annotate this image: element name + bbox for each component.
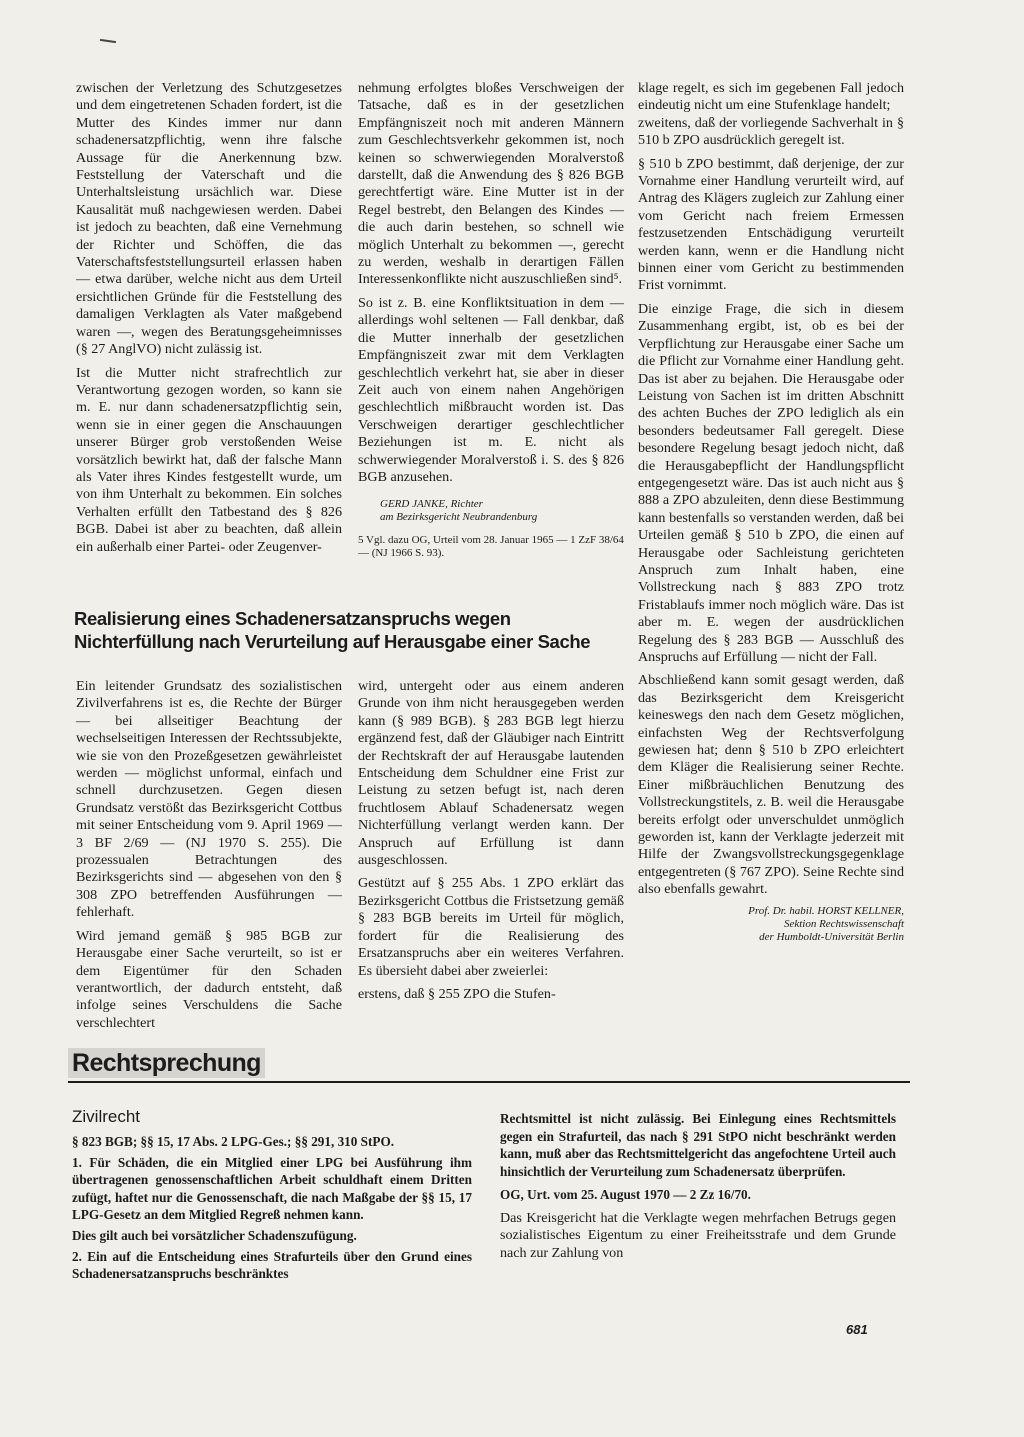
leitsatz-left-column	[72, 1133, 472, 1286]
scan-mark	[100, 39, 116, 43]
article1-column-1	[76, 80, 342, 562]
leitsatz-right-column	[500, 1110, 896, 1268]
footnote: 5 Vgl. dazu OG, Urteil vom 28. Januar 1965 — 1 ZzF 38/64 — (NJ 1966 S. 93).	[358, 534, 624, 560]
author-name: GERD JANKE, Richter	[380, 498, 483, 511]
page-number: 681	[846, 1322, 868, 1337]
paragraph: Abschließend kann somit gesagt werden, daß das Bezirksgericht dem Kreisgericht keineswegs den nach dem Gesetz möglichen, einfachsten Weg der Rechtsverfolgung gewiesen hat; denn § 510 b ZPO erleichtert dem Kläger die Realisierung seiner Rechte. Einer mißbräuchlichen Benutzung des Vollstreckungstitels, z. B. weil die Herausgabe bereits erfolgt oder unverschuldet unmöglich geworden ist, kann der Verklagte jederzeit mit Hilfe der Zwangsvollstreckungsgegenklage entgegentreten (§ 767 ZPO). Seine Rechte sind also ebenfalls gewahrt.	[638, 672, 904, 898]
article2-column-1	[76, 678, 342, 1038]
subheading: Zivilrecht	[72, 1107, 141, 1126]
paragraph: Gestützt auf § 255 Abs. 1 ZPO erklärt das Bezirksgericht Cottbus die Fristsetzung gemäß § 283 BGB bereits im Urteil für möglich, fordert für die Realisierung des Ersatzanspruchs aber ein weiteres Verfahren. Es übersieht dabei aber zweierlei:	[358, 875, 624, 979]
paragraph: wird, untergeht oder aus einem anderen Grunde von ihm nicht herausgegeben werden kann (§ 989 BGB). § 283 BGB legt hierzu ergänzend fest, daß der Gläubiger nach Eintritt der Rechtskraft der auf Herausgabe lautenden Entscheidung dem Schuldner eine Frist zur Leistung zu setzen befugt ist, nach deren fruchtlosem Ablauf Schadenersatz wegen Nichterfüllung verlangt werden kann. Der Anspruch auf Erfüllung ist dann ausgeschlossen.	[358, 678, 624, 869]
paragraph: Das Kreisgericht hat die Verklagte wegen mehrfachen Betrugs gegen sozialistisches Eigentum zu einer Freiheitsstrafe und dem Grunde nach zur Zahlung von	[500, 1209, 896, 1261]
author-affiliation: Sektion Rechtswissenschaft	[783, 917, 904, 930]
paragraph: zweitens, daß der vorliegende Sachverhalt in § 510 b ZPO ausdrücklich geregelt ist.	[638, 114, 904, 149]
legal-norms: § 823 BGB; §§ 15, 17 Abs. 2 LPG-Ges.; §§ 291, 310 StPO.	[72, 1134, 395, 1149]
paragraph: erstens, daß § 255 ZPO die Stufen-	[358, 985, 556, 1002]
article-heading: Realisierung eines Schadenersatzanspruchs wegen Nichterfüllung nach Verurteilung auf Herausgabe einer Sache	[74, 608, 591, 652]
paragraph: So ist z. B. eine Konfliktsituation in dem — allerdings wohl seltenen — Fall denkbar, daß die Mutter innerhalb der gesetzlichen Empfängniszeit zwar mit dem Verklagten geschlechtlich verkehrt hat, sie aber in dieser Zeit auch von einem nahen Angehörigen geschlechtlich mißbraucht worden ist. Das Verschweigen derartiger geschlechtlicher Beziehungen ist m. E. nicht als schwerwiegender Moralverstoß i. S. des § 826 BGB anzusehen.	[358, 294, 624, 485]
article2-column-2	[358, 678, 624, 1009]
section-title: Rechtsprechung	[68, 1048, 265, 1078]
decision-reference: OG, Urt. vom 25. August 1970 — 2 Zz 16/70.	[500, 1187, 751, 1203]
paragraph: Ist die Mutter nicht strafrechtlich zur Verantwortung gezogen worden, so kann sie m. E. nur dann schadenersatzpflichtig sein, wenn sie in einer gegen die Anschauungen unserer Bürger grob verstoßenden Weise vorsätzlich bewirkt hat, daß der falsche Mann als Vater ihres Kindes festgestellt wurde, um von ihm Unterhalt zu bekommen. Ein solches Verhalten erfüllt den Tatbestand des § 826 BGB. Dabei ist aber zu beachten, daß allein ein außerhalb einer Partei- oder Zeugenver-	[76, 364, 342, 555]
paragraph: Wird jemand gemäß § 985 BGB zur Herausgabe einer Sache verurteilt, so ist er dem Eigentümer für den Schaden verantwortlich, der dadurch entsteht, daß infolge seines Verschuldens die Sache verschlechtert	[76, 927, 342, 1031]
headnote-paragraph: 2. Ein auf die Entscheidung eines Strafurteils über den Grund eines Schadenersatzanspruchs beschränktes	[72, 1248, 472, 1282]
author-signature	[380, 498, 624, 524]
author-affiliation: am Bezirksgericht Neubrandenburg	[380, 511, 538, 524]
author-affiliation: der Humboldt-Universität Berlin	[759, 930, 904, 943]
headnote-paragraph: Rechtsmittel ist nicht zulässig. Bei Einlegung eines Rechtsmittels gegen ein Strafurteil, das nach § 291 StPO nicht beschränkt werden kann, muß aber das Rechtsmittelgericht das angefochtene Urteil auch hinsichtlich der Verurteilung zum Schadenersatz überprüfen.	[500, 1111, 896, 1179]
paragraph: Ein leitender Grundsatz des sozialistischen Zivilverfahrens ist es, die Rechte der Bürger — bei allseitiger Beachtung der wechselseitigen Interessen der Rechtssubjekte, wie sie von den Prozeßgesetzen gewährleistet werden — möglichst unformal, einfach und schnell durchzusetzen. Gegen diesen Grundsatz verstößt das Bezirksgericht Cottbus mit seiner Entscheidung vom 9. April 1969 — 3 BF 2/69 — (NJ 1970 S. 255). Die prozessualen Betrachtungen des Bezirksgerichts sind — abgesehen von den § 308 ZPO betreffenden Ausführungen — fehlerhaft.	[76, 678, 342, 921]
article1-column-2	[358, 80, 624, 560]
headnote-paragraph: Dies gilt auch bei vorsätzlicher Schadenszufügung.	[72, 1227, 357, 1243]
paragraph: klage regelt, es sich im gegebenen Fall jedoch eindeutig nicht um eine Stufenklage handelt;	[638, 80, 904, 114]
article2-column-3	[638, 80, 904, 944]
author-signature	[638, 905, 904, 944]
paragraph: Die einzige Frage, die sich in diesem Zusammenhang ergibt, ist, ob es bei der Verpflichtung zur Herausgabe einer Sache um die Pflicht zur Vornahme einer Handlung geht. Das ist aber zu bejahen. Die Herausgabe oder Leistung von Sachen ist im dritten Abschnitt des achten Buches der ZPO lediglich als ein besonders bedeutsamer Fall geregelt. Diese besondere Regelung besagt jedoch nicht, daß die Herausgabepflicht der Handlungspflicht entgegengesetzt wäre. Das ist auch nicht aus § 888 a ZPO abzuleiten, denn diese Bestimmung kann bestenfalls so verstanden werden, daß bei Urteilen gemäß § 510 b ZPO, die einen auf Herausgabe oder Sachleistung gerichteten Anspruch zum Inhalt haben, eine Vollstreckung nach § 883 ZPO trotz Fristablaufs immer noch möglich wäre. Das ist aber m. E. wegen der ausdrücklichen Regelung des § 283 BGB — Ausschluß des Anspruchs auf Erfüllung — nicht der Fall.	[638, 300, 904, 665]
paragraph: nehmung erfolgtes bloßes Verschweigen der Tatsache, daß es in der gesetzlichen Empfängniszeit noch mit anderen Männern zum Geschlechtsverkehr gekommen ist, noch keinen so schwerwiegenden Moralverstoß darstellt, daß die Anwendung des § 826 BGB gerechtfertigt wäre. Eine Mutter ist in der Regel bestrebt, den Belangen des Kindes — die auch darin bestehen, so schnell wie möglich Unterhalt zu bekommen —, gerecht zu werden, weshalb in derartigen Fällen Interessenkonflikte nicht auszuschließen sind⁵.	[358, 80, 624, 288]
author-name: Prof. Dr. habil. HORST KELLNER,	[748, 904, 904, 917]
headnote-paragraph: 1. Für Schäden, die ein Mitglied einer LPG bei Ausführung ihm übertragenen genossenschaftlichen Arbeit schuldhaft einem Dritten zufügt, haftet nur die Genossenschaft, die nach Maßgabe der §§ 15, 17 LPG-Gesetz an dem Mitglied Regreß nehmen kann.	[72, 1154, 472, 1223]
section-header	[68, 1047, 910, 1083]
paragraph: § 510 b ZPO bestimmt, daß derjenige, der zur Vornahme einer Handlung verurteilt wird, auf Antrag des Klägers zugleich zur Zahlung einer vom Gericht nach freiem Ermessen festzusetzenden Entschädigung verurteilt werden kann, wenn er die Handlung nicht binnen einer vom Gericht zu bestimmenden Frist vornimmt.	[638, 155, 904, 294]
paragraph: zwischen der Verletzung des Schutzgesetzes und dem eingetretenen Schaden fordert, ist die Mutter des Kindes immer nur dann schadenersatzpflichtig, wenn ihre falsche Aussage für die Anerkennung bzw. Feststellung der Vaterschaft und die Unterhaltsleistung ursächlich war. Diese Kausalität muß nachgewiesen werden. Dabei ist jedoch zu beachten, daß eine Vernehmung der Richter und Schöffen, die das Vaterschaftsfeststellungsurteil erlassen haben — etwa darüber, welche nicht aus dem Urteil ersichtlichen Gründe für die Feststellung des damaligen Verklagten als Vater maßgebend waren —, wegen des Beratungsgeheimnisses (§ 27 AnglVO) nicht zulässig ist.	[76, 80, 342, 358]
